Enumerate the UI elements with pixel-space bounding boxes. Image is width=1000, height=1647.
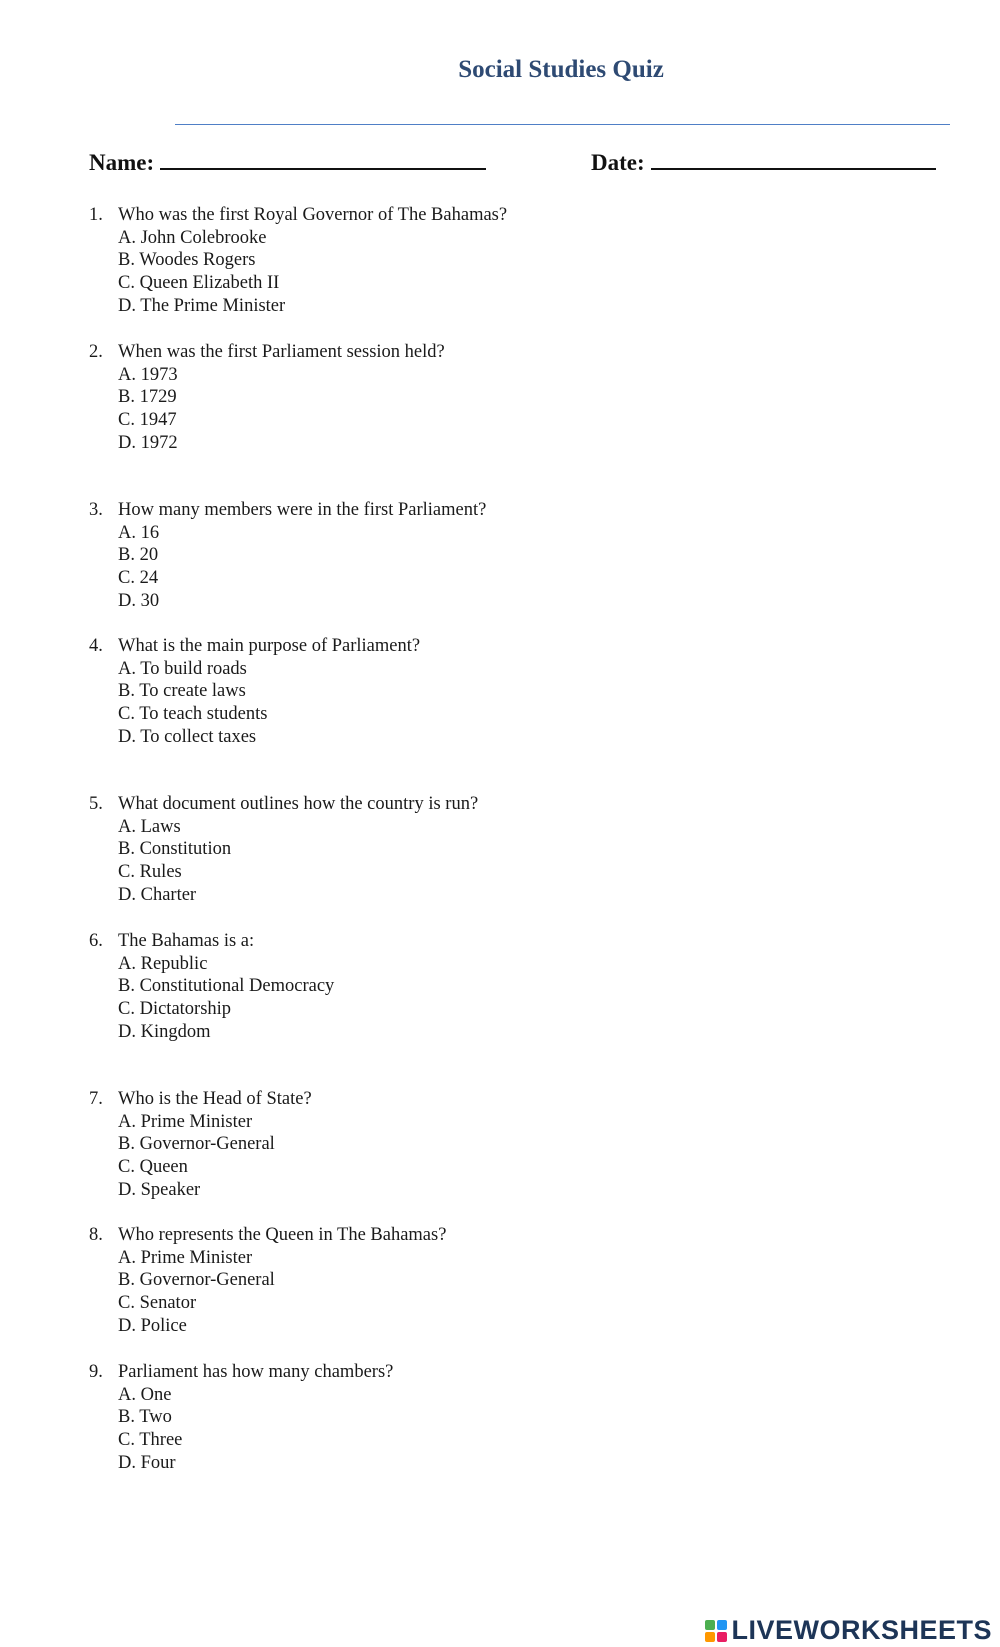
question-text: Who is the Head of State?	[118, 1089, 312, 1109]
option-b[interactable]: B. Constitutional Democracy	[118, 976, 335, 997]
option-a[interactable]: A. Prime Minister	[118, 1111, 253, 1132]
option-b[interactable]: B. Constitution	[118, 839, 232, 860]
option-d[interactable]: D. Charter	[118, 884, 197, 905]
option-b[interactable]: B. To create laws	[118, 681, 246, 702]
option-d[interactable]: D. Speaker	[118, 1179, 201, 1200]
options-list	[118, 1247, 446, 1338]
question-7	[89, 1088, 312, 1202]
option-a[interactable]: A. To build roads	[118, 658, 247, 679]
logo-blocks-icon	[705, 1620, 727, 1642]
option-a[interactable]: A. 1973	[118, 364, 178, 385]
option-b[interactable]: B. Governor-General	[118, 1134, 275, 1155]
question-text: Who was the first Royal Governor of The Bahamas?	[118, 205, 508, 225]
question-text: Who represents the Queen in The Bahamas?	[118, 1225, 447, 1245]
options-list	[118, 364, 445, 455]
question-1	[89, 204, 507, 318]
option-b[interactable]: B. Two	[118, 1407, 172, 1428]
question-9	[89, 1361, 393, 1475]
question-number: 6.	[89, 931, 103, 951]
question-text: When was the first Parliament session held?	[118, 342, 445, 362]
option-d[interactable]: D. 30	[118, 590, 160, 611]
option-d[interactable]: D. 1972	[118, 432, 178, 453]
option-d[interactable]: D. To collect taxes	[118, 726, 257, 747]
question-number: 2.	[89, 342, 103, 362]
options-list	[118, 816, 478, 907]
name-label: Name:	[89, 150, 155, 175]
logo-text: LIVEWORKSHEETS	[731, 1615, 992, 1645]
option-d[interactable]: D. Police	[118, 1315, 187, 1336]
date-field	[591, 150, 936, 176]
question-text: The Bahamas is a:	[118, 931, 255, 951]
question-8	[89, 1224, 446, 1338]
option-c[interactable]: C. Rules	[118, 862, 182, 883]
options-list	[118, 227, 507, 318]
question-2	[89, 341, 445, 455]
option-c[interactable]: C. Queen	[118, 1157, 188, 1178]
question-number: 8.	[89, 1225, 103, 1245]
option-a[interactable]: A. One	[118, 1384, 172, 1405]
option-b[interactable]: B. 20	[118, 545, 159, 566]
question-3	[89, 499, 486, 613]
option-c[interactable]: C. To teach students	[118, 704, 268, 725]
options-list	[118, 522, 486, 613]
options-list	[118, 1384, 393, 1475]
question-text: How many members were in the first Parliament?	[118, 500, 487, 520]
option-c[interactable]: C. 1947	[118, 410, 177, 431]
options-list	[118, 1111, 312, 1202]
option-d[interactable]: D. Four	[118, 1452, 176, 1473]
option-c[interactable]: C. Dictatorship	[118, 999, 232, 1020]
option-c[interactable]: C. Senator	[118, 1293, 197, 1314]
option-d[interactable]: D. The Prime Minister	[118, 295, 286, 316]
question-text: What document outlines how the country is run?	[118, 794, 479, 814]
question-number: 9.	[89, 1362, 103, 1382]
question-number: 5.	[89, 794, 103, 814]
name-field	[89, 150, 486, 176]
option-a[interactable]: A. Laws	[118, 816, 181, 837]
option-a[interactable]: A. John Colebrooke	[118, 227, 267, 248]
option-a[interactable]: A. Republic	[118, 953, 208, 974]
option-c[interactable]: C. Queen Elizabeth II	[118, 273, 280, 294]
option-a[interactable]: A. Prime Minister	[118, 1247, 253, 1268]
option-b[interactable]: B. Governor-General	[118, 1270, 275, 1291]
option-a[interactable]: A. 16	[118, 522, 160, 543]
question-6	[89, 930, 334, 1044]
liveworksheets-logo[interactable]	[705, 1615, 992, 1646]
options-list	[118, 953, 334, 1044]
name-blank-line[interactable]	[160, 150, 486, 170]
option-b[interactable]: B. Woodes Rogers	[118, 250, 256, 271]
option-c[interactable]: C. Three	[118, 1430, 183, 1451]
question-text: Parliament has how many chambers?	[118, 1362, 394, 1382]
question-4	[89, 635, 420, 749]
question-number: 3.	[89, 500, 103, 520]
options-list	[118, 658, 420, 749]
question-number: 1.	[89, 205, 103, 225]
question-text: What is the main purpose of Parliament?	[118, 636, 421, 656]
page-title: Social Studies Quiz	[458, 56, 664, 83]
option-d[interactable]: D. Kingdom	[118, 1021, 211, 1042]
option-b[interactable]: B. 1729	[118, 387, 177, 408]
question-number: 7.	[89, 1089, 103, 1109]
question-5	[89, 793, 478, 907]
question-number: 4.	[89, 636, 103, 656]
title-underline	[175, 124, 950, 125]
date-blank-line[interactable]	[651, 150, 936, 170]
option-c[interactable]: C. 24	[118, 568, 159, 589]
date-label: Date:	[591, 150, 645, 175]
